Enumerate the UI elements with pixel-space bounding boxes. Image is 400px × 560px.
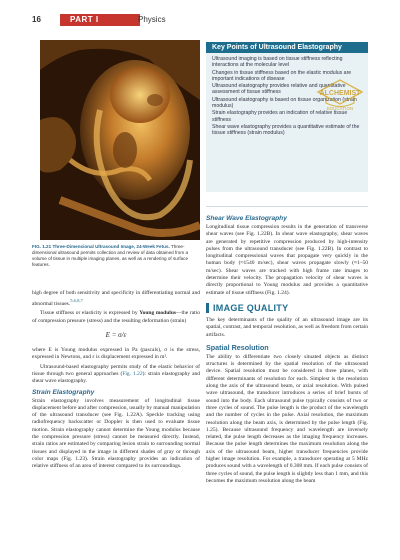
running-header [0, 14, 400, 28]
formula: E = σ/ε [105, 331, 127, 340]
key-point: Ultrasound elastography provides relative and quantitative assessment of tissue stiffness [212, 83, 346, 96]
svg-text:EDUCATION: EDUCATION [326, 106, 354, 111]
key-points-title: Key Points of Ultrasound Elastography [206, 42, 368, 53]
paragraph: high degree of both sensitivity and specificity in differentiating normal and abnormal tissues.$^{5,6,8,7}$ [32, 290, 200, 308]
figure-caption-text: Three-dimensional ultrasound permits collection and review of data obtained from a volume of tissue in multiple imaging planes, as well as a rendering of surface features. [32, 244, 189, 267]
figure-title: Three-Dimensional Ultrasound Image, 24-Week Fetus. [52, 244, 170, 249]
paragraph: Longitudinal tissue compression results in the generation of transverse shear waves (see Fig. 1.22B). In shear wave elastography, shear waves are generated by repetitive compression produced by high-intensity pulses from the ultrasound transducer (see Fig. 1.22B). In contrast to longitudinal compressional waves that propagate very quickly in the human body (≈1540 m/sec), shear waves propagate slowly (≈1–50 m/sec). Shear waves are tracked with high frame rate images to determine their velocity. The propagation velocity of shear waves is directly proportional to Young modulus and provides a quantitative estimate of tissue stiffness (Fig. 1.24). [206, 224, 368, 296]
young-modulus-term: Young modulus [139, 310, 177, 317]
key-points-box [206, 42, 368, 192]
fetus-3d-ultrasound-image [40, 40, 200, 240]
subheading-shear-wave: Shear Wave Elastography [206, 215, 287, 222]
key-point: Shear wave elastography provides a quantitative estimate of the tissue stiffness (strain modulus) [212, 123, 360, 137]
paragraph: where E is Young modulus expressed in Pa (pascals), σ is the stress, expressed in Newtons, and ε is displacement expressed in m². [32, 347, 200, 361]
section-label: Physics [138, 15, 166, 24]
key-point: Changes in tissue stiffness based on the elastic modulus are important indications of disease [212, 69, 352, 82]
paragraph: Tissue stiffness or elasticity is expressed by Young modulus—the ratio of compression pressure (stress) and the resulting deformation (strain) [32, 310, 200, 324]
watermark-logo [312, 76, 368, 112]
key-point: Strain elastography provides an indication of relative tissue stiffness [212, 110, 348, 123]
page-number: 16 [32, 15, 41, 24]
right-column [206, 212, 368, 487]
key-point: Ultrasound elastography is based on tissue organization (strain modulus) [212, 96, 357, 110]
svg-text:ALCHEMIST: ALCHEMIST [319, 90, 361, 97]
paragraph: Ultrasound-based elastography permits study of the elastic behavior of tissue through two general approaches (Fig. 1.22): strain elastography and shear wave elastography. [32, 363, 201, 385]
part-label: PART I [60, 14, 140, 26]
figure-link[interactable]: Fig. 1.22 [122, 370, 143, 377]
paragraph: Strain elastography involves measurement of longitudinal tissue displacement before and after compression, usually by manual manipulation of the ultrasound transducer (see Fig. 1.22A). Speckle tracking using radiofrequency backscatter or Doppler is then used to evaluate tissue motion. Strain elastography cannot determine the Young modulus because the compression pressure (stress) cannot be measured directly. Instead, strain ratios are estimated by comparing lesion strain to surrounding normal tissues and displayed in the image in different shades of gray or through color maps (Fig. 1.23). Strain elastography provides an indication of relative stiffness of an area of interest compared to its surroundings. [32, 397, 200, 470]
subheading-strain: Strain Elastography [32, 388, 95, 396]
figure-label: FIG. 1.21 [32, 244, 52, 249]
key-point: Ultrasound imaging is based on tissue stiffness reflecting interactions at the molecular level [212, 56, 343, 69]
paragraph: The ability to differentiate two closely situated objects as distinct structures is determined by the spatial resolution of the ultrasound device. Spatial resolution must be considered in three planes, with different determinants of resolution for each. Simplest is the resolution along the axis of the ultrasound beam, or axial resolution. With pulsed wave ultrasound, the transducer introduces a series of brief bursts of sound into the body. Each ultrasound pulse typically consists of two or three cycles of sound. The pulse length is the product of the wavelength and the number of cycles in the pulse. Axial resolution, the maximum resolution along the beam axis, is determined by the pulse length (Fig. 1.25). Because ultrasound frequency and wavelength are inversely related, the pulse length decreases as the imaging frequency increases. Because the pulse length determines the maximum resolution along the axis of the ultrasound beam, higher transducer frequencies provide higher image resolution. For example, a transducer operating at 5 MHz produces sound with a wavelength of 0.308 mm. If each pulse consists of three cycles of sound, the pulse length is slightly less than 1 mm, and this becomes the maximum resolution along the beam [206, 353, 368, 484]
section-heading-image-quality: IMAGE QUALITY [206, 303, 368, 313]
column-divider [206, 206, 368, 207]
figure-caption [32, 244, 200, 268]
subheading-spatial-resolution: Spatial Resolution [206, 342, 269, 352]
left-column [32, 290, 200, 472]
paragraph: The key determinants of the quality of an ultrasound image are its spatial, contrast, and temporal resolution, as well as freedom from certain artifacts. [206, 316, 368, 338]
